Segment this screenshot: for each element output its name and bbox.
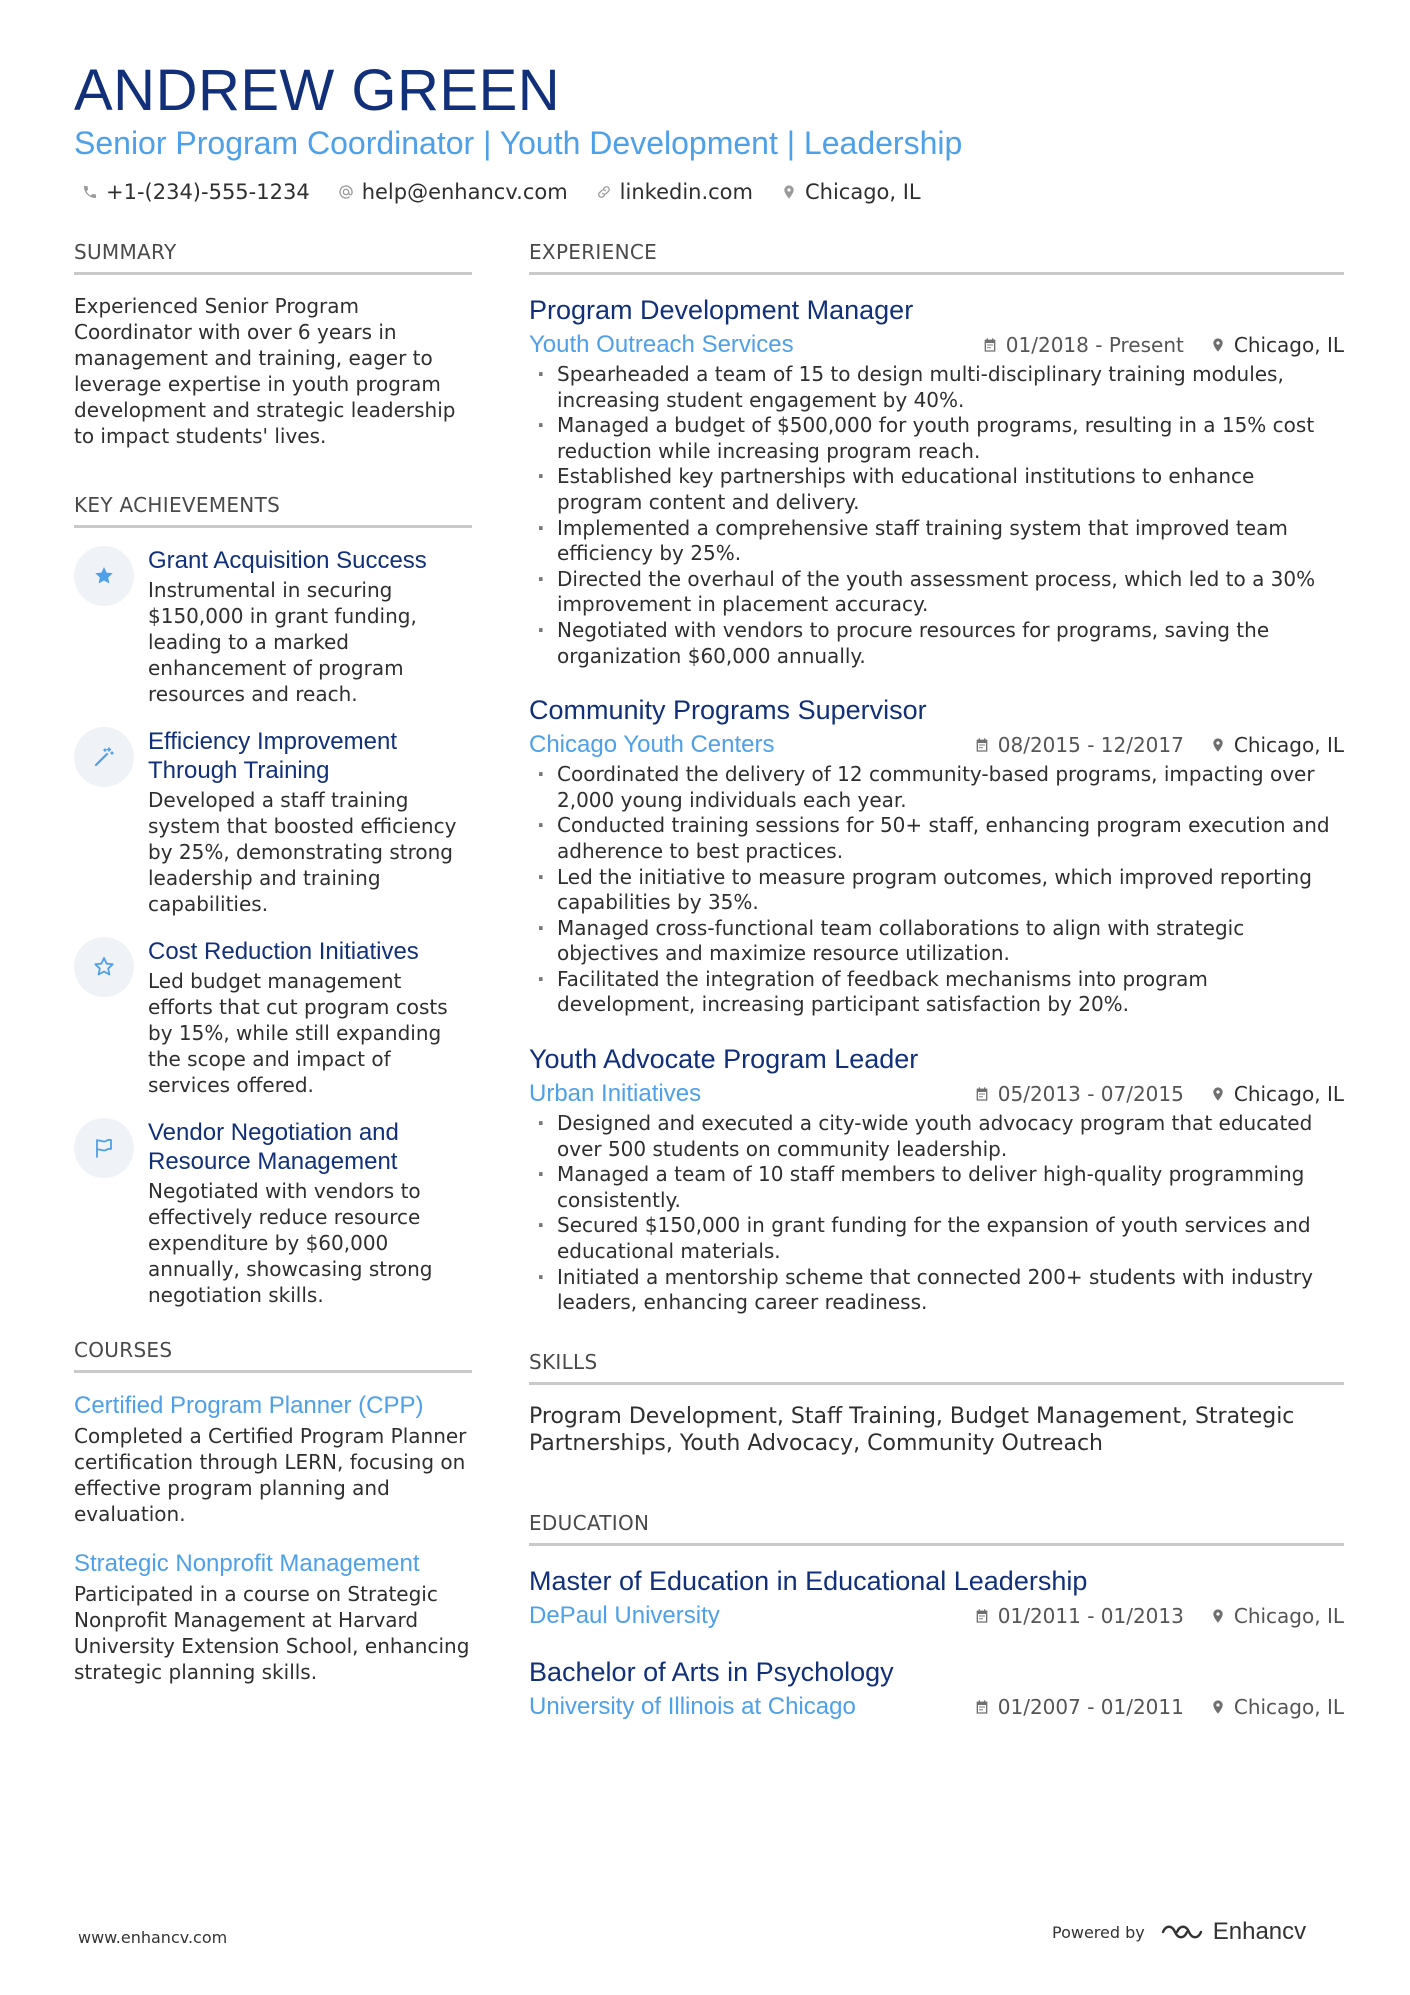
courses-section	[74, 1338, 472, 1685]
bullet-item: · Spearheaded a team of 15 to design multi-disciplinary training modules, increasing student engagement by 40%.	[529, 362, 1344, 413]
course-item	[74, 1391, 472, 1527]
at-icon	[338, 184, 354, 200]
job-title: Program Development Manager	[529, 295, 914, 325]
bullet-item: · Conducted training sessions for 50+ staff, enhancing program execution and adherence to best practices.	[529, 813, 1344, 864]
skills-heading: SKILLS	[529, 1350, 1344, 1385]
education-dates: 01/2011 - 01/2013	[997, 1603, 1184, 1628]
education-dates: 01/2007 - 01/2011	[997, 1694, 1184, 1719]
bullet-item: · Facilitated the integration of feedback mechanisms into program development, increasing participant satisfaction by 20%.	[529, 967, 1344, 1018]
location-pin-icon	[1210, 1608, 1226, 1624]
achievement-item	[74, 1118, 472, 1308]
job-title: Youth Advocate Program Leader	[529, 1044, 919, 1075]
achievements-section	[74, 493, 472, 1308]
achievement-title: Efficiency Improvement Through Training	[148, 728, 397, 784]
job-bullets	[529, 362, 1344, 669]
candidate-title: Senior Program Coordinator | Youth Development | Leadership	[74, 125, 963, 161]
achievement-title: Grant Acquisition Success	[148, 547, 427, 574]
star-badge-icon	[74, 546, 134, 606]
job-location: Chicago, IL	[1233, 1082, 1344, 1107]
experience-heading: EXPERIENCE	[529, 240, 1344, 275]
achievement-desc: Negotiated with vendors to effectively reduce resource expenditure by $60,000 annually, showcasing strong negotiation skills.	[148, 1179, 433, 1307]
achievements-heading: KEY ACHIEVEMENTS	[74, 493, 472, 528]
location-text: Chicago, IL	[804, 180, 921, 204]
job-entry	[529, 693, 1344, 1018]
email-text: help@enhancv.com	[361, 180, 568, 204]
education-heading: EDUCATION	[529, 1511, 1344, 1546]
link-icon	[596, 184, 612, 200]
job-dates: 05/2013 - 07/2015	[997, 1082, 1184, 1107]
job-dates: 08/2015 - 12/2017	[997, 733, 1184, 758]
bullet-item: · Negotiated with vendors to procure resources for programs, saving the organization $60,000 annually.	[529, 618, 1344, 669]
bullet-item: · Managed cross-functional team collaborations to align with strategic objectives and maximize resource utilization.	[529, 916, 1344, 967]
school-name: University of Illinois at Chicago	[529, 1692, 856, 1720]
achievement-title: Vendor Negotiation and Resource Management	[148, 1119, 399, 1175]
bullet-item: · Secured $150,000 in grant funding for the expansion of youth services and educational materials.	[529, 1213, 1344, 1264]
achievement-desc: Instrumental in securing $150,000 in grant funding, leading to a marked enhancement of program resources and reach.	[148, 578, 417, 706]
bullet-item: · Managed a team of 10 staff members to deliver high-quality programming consistently.	[529, 1162, 1344, 1213]
phone-icon	[82, 184, 98, 200]
job-bullets	[529, 1111, 1344, 1316]
phone-text: +1-(234)-555-1234	[106, 180, 310, 204]
job-company: Youth Outreach Services	[529, 331, 794, 358]
location-pin-icon	[1210, 337, 1226, 353]
skills-section	[529, 1350, 1344, 1457]
job-company: Urban Initiatives	[529, 1080, 702, 1108]
course-item	[74, 1549, 472, 1685]
courses-heading: COURSES	[74, 1338, 472, 1373]
right-column	[529, 240, 1344, 1746]
calendar-icon	[974, 1608, 990, 1624]
bullet-item: · Led the initiative to measure program outcomes, which improved reporting capabilities by 35%.	[529, 865, 1344, 916]
enhancv-logo-icon	[1159, 1920, 1205, 1944]
bullet-item: · Designed and executed a city-wide youth advocacy program that educated over 500 students on community leadership.	[529, 1111, 1344, 1162]
achievement-item	[74, 546, 472, 707]
job-company: Chicago Youth Centers	[529, 731, 775, 759]
contact-location	[781, 180, 921, 204]
job-entry	[529, 1042, 1344, 1316]
course-title: Strategic Nonprofit Management	[74, 1550, 420, 1577]
bullet-item: · Coordinated the delivery of 12 community-based programs, impacting over 2,000 young individuals each year.	[529, 762, 1344, 813]
star-icon	[74, 937, 134, 997]
location-pin-icon	[1210, 1699, 1226, 1715]
skills-text: Program Development, Staff Training, Budget Management, Strategic Partnerships, Youth Advocacy, Community Outreach	[529, 1403, 1295, 1456]
education-entry	[529, 1655, 1344, 1722]
calendar-icon	[974, 737, 990, 753]
education-section	[529, 1511, 1344, 1722]
left-column	[74, 240, 472, 1707]
education-location: Chicago, IL	[1233, 1694, 1344, 1719]
brand-logo[interactable]	[1159, 1918, 1306, 1946]
education-entry	[529, 1564, 1344, 1631]
magic-wand-icon	[74, 727, 134, 787]
contact-bar	[82, 180, 921, 204]
calendar-icon	[974, 1699, 990, 1715]
achievement-item	[74, 937, 472, 1098]
summary-section	[74, 240, 472, 449]
job-entry	[529, 293, 1344, 669]
location-pin-icon	[1210, 1086, 1226, 1102]
bullet-item: · Directed the overhaul of the youth assessment process, which led to a 30% improvement in placement accuracy.	[529, 567, 1344, 618]
education-location: Chicago, IL	[1233, 1603, 1344, 1628]
school-name: DePaul University	[529, 1601, 720, 1629]
job-location: Chicago, IL	[1233, 733, 1344, 758]
contact-linkedin[interactable]	[596, 180, 753, 204]
candidate-name: ANDREW GREEN	[74, 58, 561, 123]
summary-text: Experienced Senior Program Coordinator with over 6 years in management and training, eager to leverage expertise in youth program development and strategic leadership to impact students' lives.	[74, 294, 456, 448]
job-location: Chicago, IL	[1233, 333, 1344, 357]
location-pin-icon	[1210, 737, 1226, 753]
course-desc: Completed a Certified Program Planner certification through LERN, focusing on effective program planning and evaluation.	[74, 1424, 467, 1526]
contact-phone[interactable]	[82, 180, 310, 204]
linkedin-text: linkedin.com	[619, 180, 753, 204]
bullet-item: · Implemented a comprehensive staff training system that improved team efficiency by 25%.	[529, 516, 1344, 567]
contact-email[interactable]	[338, 180, 568, 204]
job-title: Community Programs Supervisor	[529, 695, 927, 726]
experience-section	[529, 240, 1344, 1316]
bullet-item: · Initiated a mentorship scheme that connected 200+ students with industry leaders, enhancing career readiness.	[529, 1265, 1344, 1316]
job-dates: 01/2018 - Present	[1005, 333, 1184, 357]
job-bullets	[529, 762, 1344, 1018]
bullet-item: · Managed a budget of $500,000 for youth programs, resulting in a 15% cost reduction while increasing program reach.	[529, 413, 1344, 464]
brand-name: Enhancv	[1212, 1918, 1307, 1945]
location-pin-icon	[781, 184, 797, 200]
degree-title: Master of Education in Educational Leadership	[529, 1565, 1088, 1596]
powered-by-text: Powered by	[1052, 1922, 1145, 1942]
bullet-item: · Established key partnerships with educational institutions to enhance program content and delivery.	[529, 464, 1344, 515]
summary-heading: SUMMARY	[74, 240, 472, 275]
achievement-title: Cost Reduction Initiatives	[148, 938, 419, 965]
flag-icon	[74, 1118, 134, 1178]
achievement-desc: Led budget management efforts that cut program costs by 15%, while still expanding the scope and impact of services offered.	[148, 969, 448, 1097]
calendar-icon	[974, 1086, 990, 1102]
calendar-icon	[982, 337, 998, 353]
degree-title: Bachelor of Arts in Psychology	[529, 1656, 894, 1687]
achievement-desc: Developed a staff training system that boosted efficiency by 25%, demonstrating strong leadership and training capabilities.	[148, 788, 457, 916]
course-title: Certified Program Planner (CPP)	[74, 1392, 424, 1419]
achievement-item	[74, 727, 472, 917]
course-desc: Participated in a course on Strategic Nonprofit Management at Harvard University Extension School, enhancing strategic planning skills.	[74, 1582, 470, 1684]
footer-website[interactable]: www.enhancv.com	[78, 1928, 228, 1947]
footer-powered	[1052, 1918, 1306, 1946]
